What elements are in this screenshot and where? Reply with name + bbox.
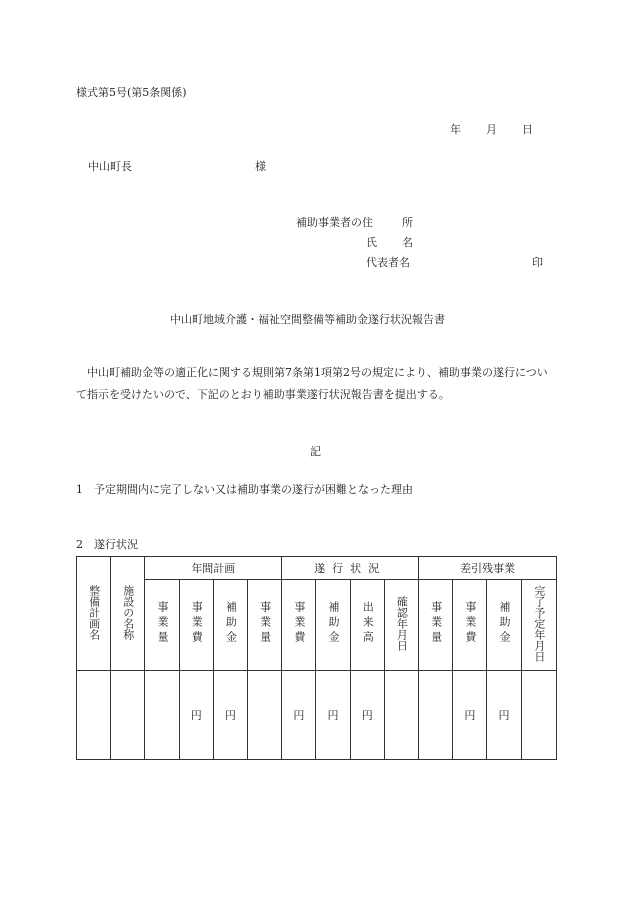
body-text: 中山町補助金等の適正化に関する規則第7条第1項第2号の規定により、補助事業の遂行について指示を受けたいので、下記のとおり補助事業遂行状況報告書を提出する。: [76, 366, 548, 401]
header-annual-plan: 年間計画: [145, 557, 282, 580]
table-cell-yen: 円: [453, 671, 487, 760]
applicant-address-label-b: 所: [402, 216, 413, 229]
table-cell: [111, 671, 145, 760]
addressee-name: 中山町長: [88, 160, 132, 173]
table-cell: [248, 671, 282, 760]
table-cell-yen: 円: [487, 671, 521, 760]
table-cell: [419, 671, 453, 760]
header-progress-col: 出来高: [350, 580, 384, 671]
section-2-heading: 2 遂行状況: [76, 538, 138, 551]
header-progress-col: 確認年月日: [384, 580, 418, 671]
header-remaining-col: 完了予定年月日: [521, 580, 556, 671]
header-remaining-col: 事業費: [453, 580, 487, 671]
header-progress: 遂行状況: [282, 557, 419, 580]
table-cell-yen: 円: [282, 671, 316, 760]
applicant-name-label-b: 名: [402, 236, 413, 249]
header-progress-col: 事業費: [282, 580, 316, 671]
applicant-rep-label: 代表者名: [366, 256, 410, 269]
table-cell-yen: 円: [350, 671, 384, 760]
header-progress-col: 補助金: [316, 580, 350, 671]
header-annual-col: 事業費: [179, 580, 213, 671]
section-1-heading: 1 予定期間内に完了しない又は補助事業の遂行が困難となった理由: [76, 483, 413, 496]
table-cell-yen: 円: [316, 671, 350, 760]
table-cell: [521, 671, 556, 760]
date-month: 月: [486, 123, 497, 136]
table-cell-yen: 円: [213, 671, 247, 760]
table-header-row-1: [77, 557, 557, 580]
header-facility-name: 施設の名称: [111, 557, 145, 671]
table-cell-yen: 円: [179, 671, 213, 760]
applicant-name-label-a: 氏: [366, 236, 377, 249]
header-annual-col: 補助金: [213, 580, 247, 671]
table-cell: [384, 671, 418, 760]
header-annual-col: 事業量: [145, 580, 179, 671]
ki-heading: 記: [310, 445, 321, 458]
applicant-address-label-a: 補助事業者の住: [296, 216, 373, 229]
form-number: 様式第5号(第5条関係): [76, 86, 187, 99]
document-title: 中山町地域介護・福祉空間整備等補助金遂行状況報告書: [170, 313, 445, 326]
table-cell: [145, 671, 179, 760]
table-row: [77, 671, 557, 760]
progress-table: [76, 556, 557, 760]
header-remaining-col: 補助金: [487, 580, 521, 671]
date-year: 年: [450, 123, 461, 136]
date-day: 日: [522, 123, 533, 136]
addressee-honorific: 様: [255, 160, 266, 173]
table-header-row-2: [77, 580, 557, 671]
seal-mark: 印: [532, 256, 543, 269]
table-cell: [77, 671, 111, 760]
header-remaining-col: 事業量: [419, 580, 453, 671]
body-paragraph: [76, 362, 558, 406]
header-remaining: 差引残事業: [419, 557, 557, 580]
header-annual-col: 事業量: [248, 580, 282, 671]
header-plan-name: 整備計画名: [77, 557, 111, 671]
